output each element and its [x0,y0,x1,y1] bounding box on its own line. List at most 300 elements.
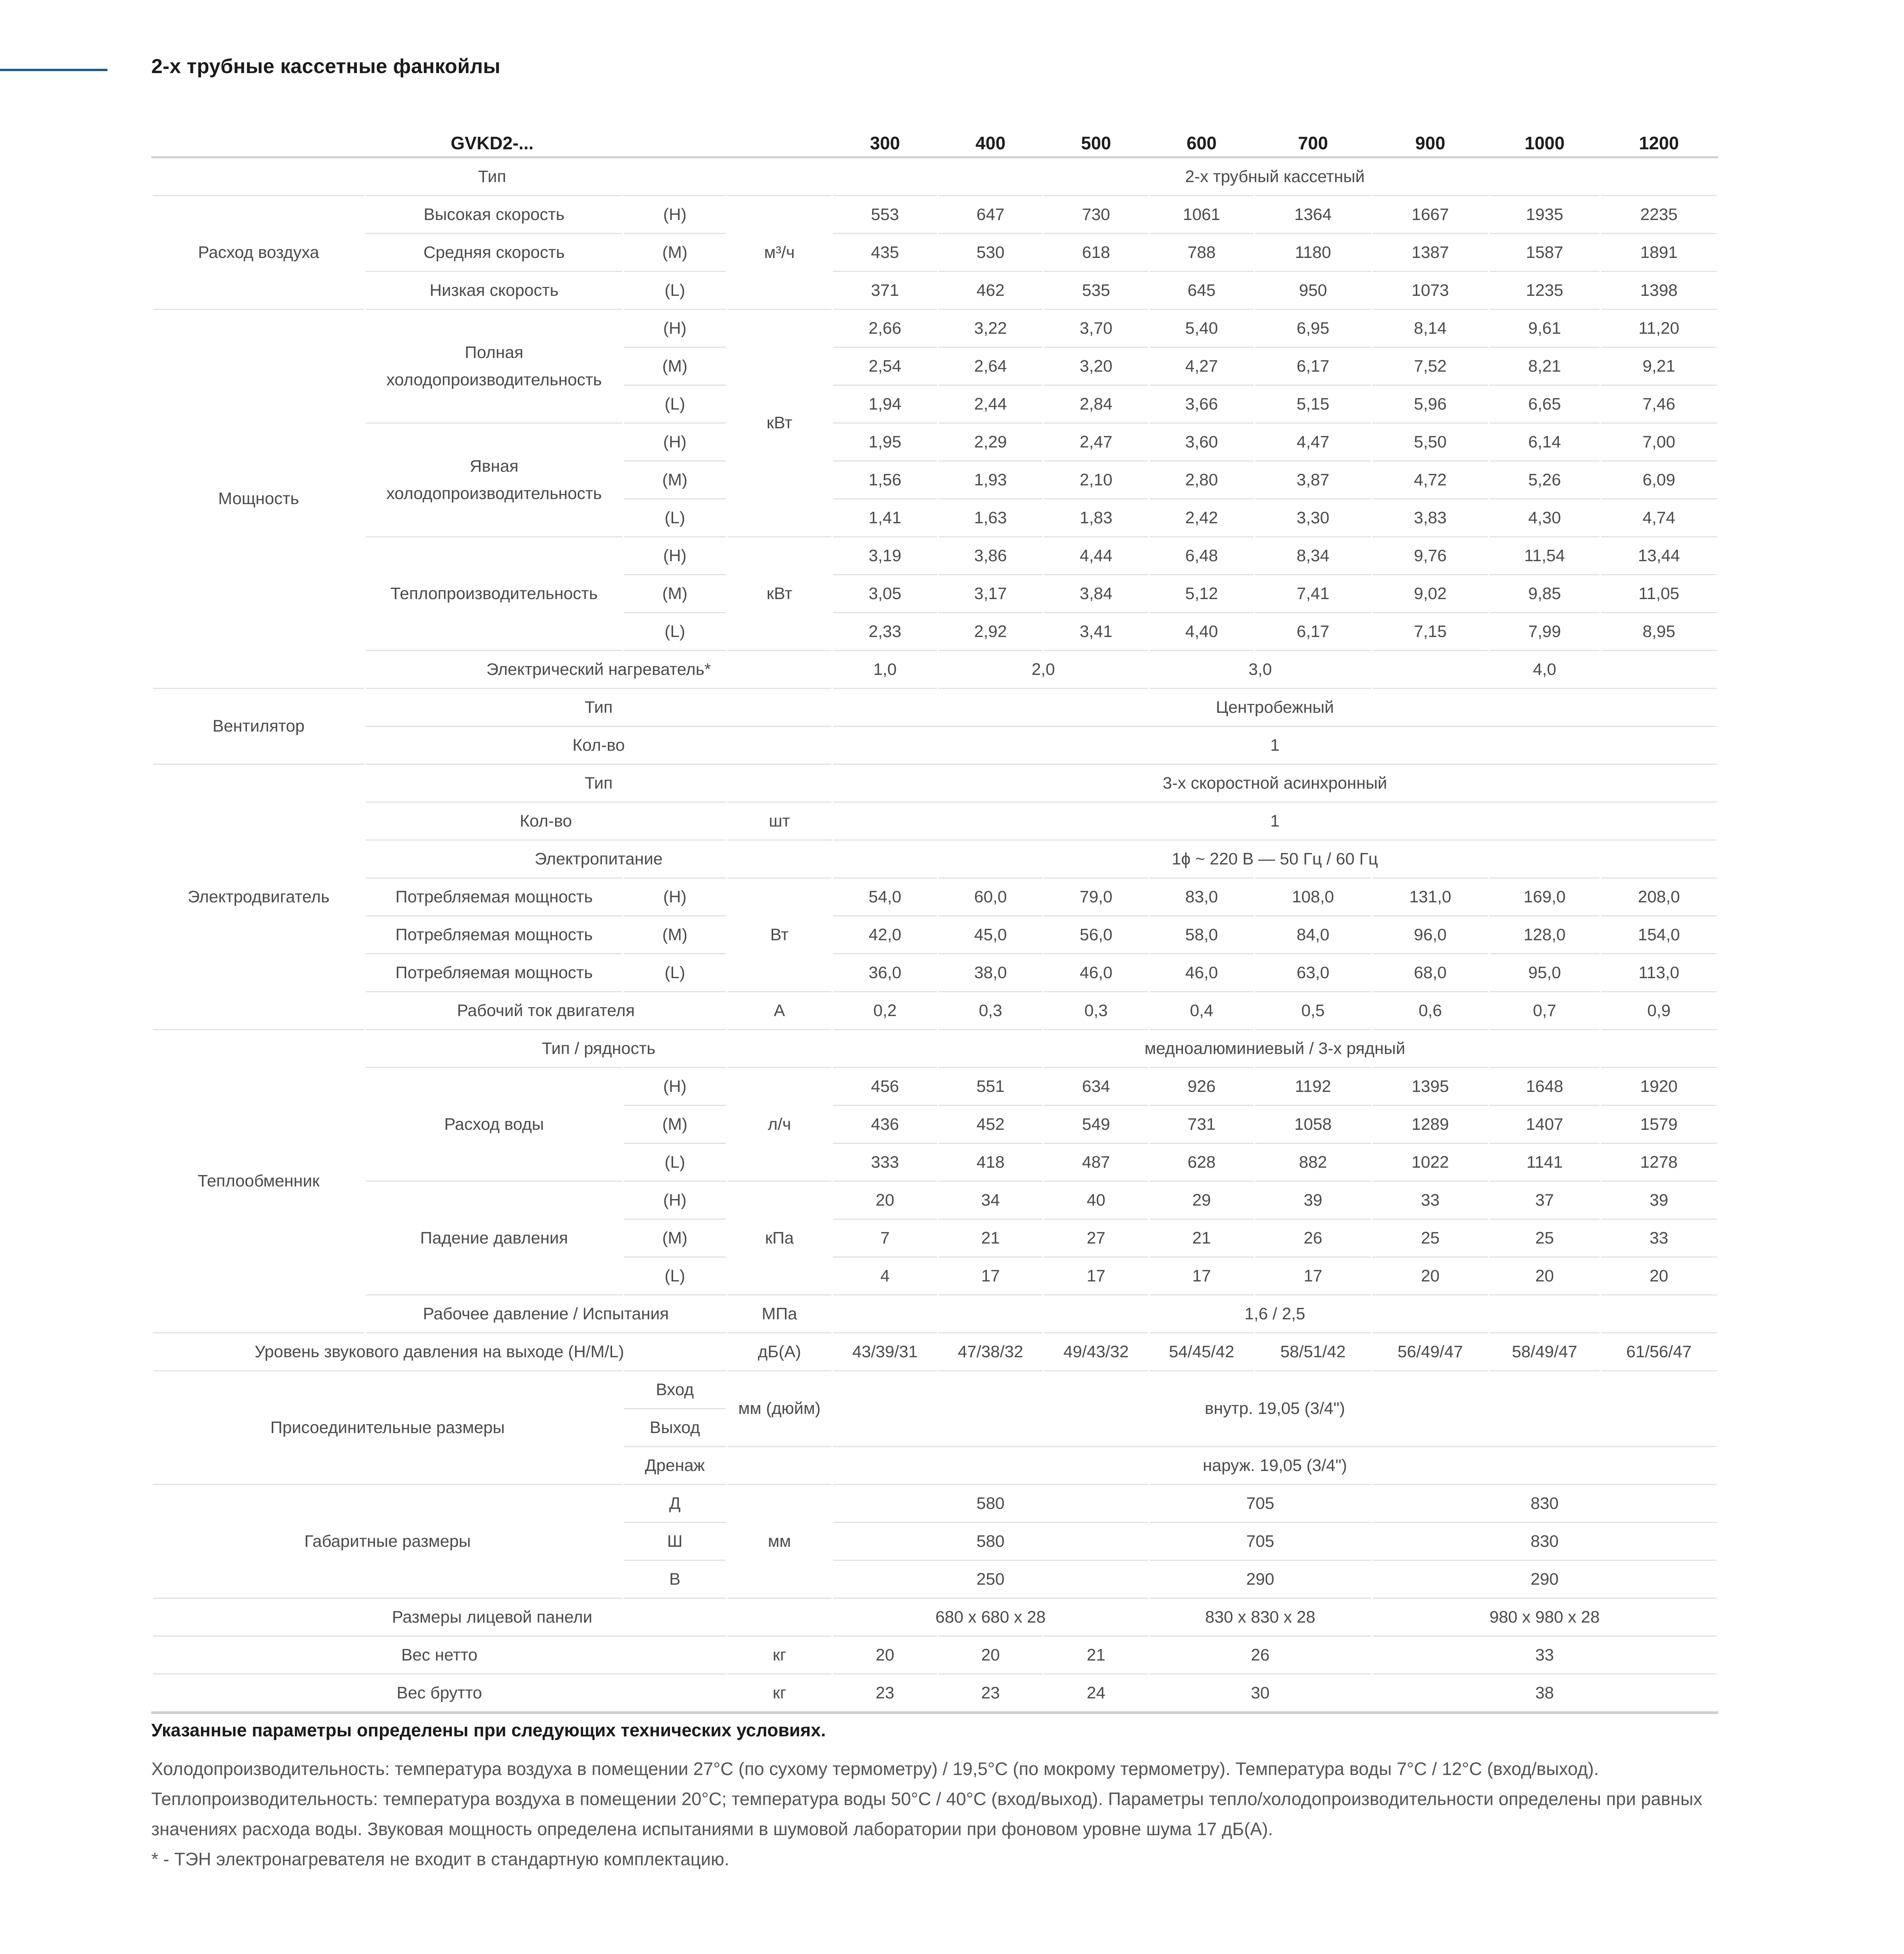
cell: 4,30 [1489,499,1600,537]
row-label: Уровень звукового давления на выходе (H/M/L) [152,1333,727,1371]
cell: 1058 [1254,1106,1372,1143]
cell: 5,12 [1149,575,1254,613]
total-cooling-label: Полная холодопроизводительность [365,310,623,423]
row-label: Средняя скорость [365,234,623,272]
cell: 290 [1372,1560,1718,1598]
cell: 169,0 [1489,878,1600,916]
cell: 54/45/42 [1149,1333,1254,1371]
cell: 2,42 [1149,499,1254,537]
cell: 108,0 [1254,878,1372,916]
heating-label: Теплопроизводительность [365,537,623,651]
mode-label: (H) [623,1181,727,1219]
cell: 5,50 [1372,423,1489,461]
cell: 131,0 [1372,878,1489,916]
cell: 154,0 [1600,916,1718,954]
row-label: Низкая скорость [365,272,623,310]
cell: 3,84 [1043,575,1149,613]
mode-label: (L) [623,385,727,423]
notes-title: Указанные параметры определены при следующих технических условиях. [151,1720,826,1740]
cell: 20 [832,1636,938,1674]
cell: 1579 [1600,1106,1718,1143]
cell: 2,47 [1043,423,1149,461]
cell: 56,0 [1043,916,1149,954]
cell: 1141 [1489,1143,1600,1181]
mode-label: Ш [623,1523,727,1560]
cell: 96,0 [1372,916,1489,954]
mode-label: (M) [623,916,727,954]
cell: 250 [832,1560,1149,1598]
row-label: Вес нетто [152,1636,727,1674]
mode-label: (M) [623,1106,727,1143]
heater-label: Электрический нагреватель* [365,651,832,689]
notes-footnote: * - ТЭН электронагревателя не входит в стандартную комплектацию. [151,1849,729,1869]
cell: наруж. 19,05 (3/4") [832,1447,1718,1485]
header-accent-line [0,69,107,71]
unit-label: А [727,992,832,1030]
table-row [152,689,1718,726]
unit-label: кг [727,1674,832,1713]
cell: 58,0 [1149,916,1254,954]
cell: 9,61 [1489,310,1600,347]
cell: 33 [1600,1219,1718,1257]
row-label: Высокая скорость [365,196,623,234]
cell: 9,76 [1372,537,1489,575]
row-label: Рабочее давление / Испытания [365,1295,727,1333]
cell: 2,92 [938,613,1043,651]
cell: внутр. 19,05 (3/4") [832,1371,1718,1447]
cell: 1061 [1149,196,1254,234]
cell: 6,14 [1489,423,1600,461]
cell: 1387 [1372,234,1489,272]
table-row [152,1030,1718,1068]
cell: 36,0 [832,954,938,992]
cell: 788 [1149,234,1254,272]
airflow-group-label: Расход воздуха [152,196,365,310]
cell: 1920 [1600,1068,1718,1106]
cell: 1235 [1489,272,1600,310]
cell: 3,70 [1043,310,1149,347]
power-unit: кВт [727,310,832,537]
cell: 7 [832,1219,938,1257]
table-row [152,1485,1718,1523]
cell: 83,0 [1149,878,1254,916]
cell: 63,0 [1254,954,1372,992]
mode-label: (H) [623,878,727,916]
row-label: Тип [365,689,832,726]
cell: 25 [1372,1219,1489,1257]
cell: 24 [1043,1674,1149,1713]
mode-label: (M) [623,234,727,272]
cell: 618 [1043,234,1149,272]
cell: 1395 [1372,1068,1489,1106]
mode-label: В [623,1560,727,1598]
size-header: 900 [1372,130,1489,157]
row-label: Кол-во [365,726,832,764]
size-header: 400 [938,130,1043,157]
cell: 0,9 [1600,992,1718,1030]
cell: 645 [1149,272,1254,310]
cell: 4 [832,1257,938,1295]
size-header: 700 [1254,130,1372,157]
cell: 58/51/42 [1254,1333,1372,1371]
cell: 530 [938,234,1043,272]
cell: 20 [1600,1257,1718,1295]
cell: 49/43/32 [1043,1333,1149,1371]
cell: 27 [1043,1219,1149,1257]
cell: 1364 [1254,196,1372,234]
cell: 8,95 [1600,613,1718,651]
cell: 3,17 [938,575,1043,613]
cell: 0,5 [1254,992,1372,1030]
cell: 1398 [1600,272,1718,310]
cell: 3,86 [938,537,1043,575]
table-row [152,1371,1718,1409]
notes-section [151,1720,1717,1874]
cell: 33 [1372,1636,1718,1674]
unit-label: мм [727,1485,832,1598]
table-row [152,196,1718,234]
cell: 6,95 [1254,310,1372,347]
cell: 9,85 [1489,575,1600,613]
table-row [152,1636,1718,1674]
cell: 1,95 [832,423,938,461]
cell: 1ϕ ~ 220 В — 50 Гц / 60 Гц [832,840,1718,878]
cell: 551 [938,1068,1043,1106]
cell: 0,2 [832,992,938,1030]
mode-label: (H) [623,196,727,234]
cell: медноалюминиевый / 3-х рядный [832,1030,1718,1068]
cell: 7,46 [1600,385,1718,423]
cell: 0,4 [1149,992,1254,1030]
row-label: Вес брутто [152,1674,727,1713]
cell: 40 [1043,1181,1149,1219]
cell: 3,41 [1043,613,1149,651]
table-row [152,878,1718,916]
table-row [152,916,1718,954]
cell: 333 [832,1143,938,1181]
cell: 7,41 [1254,575,1372,613]
cell: 2,84 [1043,385,1149,423]
table-row [152,272,1718,310]
cell: 549 [1043,1106,1149,1143]
cell: 68,0 [1372,954,1489,992]
cell: 1278 [1600,1143,1718,1181]
cell: 371 [832,272,938,310]
cell: 17 [1254,1257,1372,1295]
cell: 2,0 [938,651,1149,689]
mode-label: (H) [623,310,727,347]
row-label: Потребляемая мощность [365,878,623,916]
table-row [152,840,1718,878]
cell: 29 [1149,1181,1254,1219]
cell: 47/38/32 [938,1333,1043,1371]
table-row [152,726,1718,764]
cell: 830 [1372,1485,1718,1523]
size-header: 1000 [1489,130,1600,157]
cell: 4,44 [1043,537,1149,575]
cell: 113,0 [1600,954,1718,992]
cell: 26 [1149,1636,1372,1674]
cell: 5,96 [1372,385,1489,423]
cell: 830 [1372,1523,1718,1560]
row-label: Тип [365,764,832,802]
cell: 1,94 [832,385,938,423]
cell: 34 [938,1181,1043,1219]
airflow-unit: м³/ч [727,196,832,310]
table-row [152,992,1718,1030]
table-row [152,764,1718,802]
cell: 535 [1043,272,1149,310]
row-label: Электропитание [365,840,832,878]
size-header: 500 [1043,130,1149,157]
cell: 0,3 [1043,992,1149,1030]
cell: 9,21 [1600,347,1718,385]
cell: 1667 [1372,196,1489,234]
mode-label: (M) [623,461,727,499]
cell: 553 [832,196,938,234]
mode-label: (H) [623,423,727,461]
cell: 3,20 [1043,347,1149,385]
cell: 4,72 [1372,461,1489,499]
cell: 882 [1254,1143,1372,1181]
cell: 3,87 [1254,461,1372,499]
table-row [152,537,1718,575]
mode-label: (M) [623,575,727,613]
cell: 4,27 [1149,347,1254,385]
dimensions-label: Габаритные размеры [152,1485,623,1598]
cell: 3,0 [1149,651,1372,689]
cell: 58/49/47 [1489,1333,1600,1371]
cell: 6,48 [1149,537,1254,575]
cell: 2,44 [938,385,1043,423]
unit-label: л/ч [727,1068,832,1181]
cell: 830 x 830 x 28 [1149,1598,1372,1636]
cell: 4,0 [1372,651,1718,689]
mode-label: (L) [623,1143,727,1181]
cell: 3,05 [832,575,938,613]
cell: 17 [938,1257,1043,1295]
pressure-drop-label: Падение давления [365,1181,623,1295]
cell: 38,0 [938,954,1043,992]
cell: 1,93 [938,461,1043,499]
cell: 2,64 [938,347,1043,385]
cell: 20 [938,1636,1043,1674]
table-row [152,954,1718,992]
cell: 731 [1149,1106,1254,1143]
mode-label: (M) [623,1219,727,1257]
cell: 1648 [1489,1068,1600,1106]
cell: 456 [832,1068,938,1106]
table-row [152,1333,1718,1371]
row-label: Потребляемая мощность [365,954,623,992]
cell: 8,21 [1489,347,1600,385]
mode-label: (L) [623,613,727,651]
cell: 46,0 [1043,954,1149,992]
mode-label: (H) [623,1068,727,1106]
mode-label: (M) [623,347,727,385]
cell: 580 [832,1485,1149,1523]
cell: 4,40 [1149,613,1254,651]
fan-group-label: Вентилятор [152,689,365,764]
cell: 21 [1149,1219,1254,1257]
cell: 1,41 [832,499,938,537]
table-header-row [152,130,1718,157]
cell: 2,54 [832,347,938,385]
cell: 37 [1489,1181,1600,1219]
row-label: Размеры лицевой панели [152,1598,832,1636]
cell: 6,65 [1489,385,1600,423]
cell: 23 [832,1674,938,1713]
size-header: 1200 [1600,130,1718,157]
cell: 647 [938,196,1043,234]
cell: 680 x 680 x 28 [832,1598,1149,1636]
cell: 1935 [1489,196,1600,234]
table-row [152,310,1718,347]
notes-text: Холодопроизводительность: температура воздуха в помещении 27°C (по сухому термометру) / 19,5°C (по мокрому термометру). Температура воды 7°C / 12°C (вход/выход). Теплопроизводительность: температура воздуха в помещении 20°C; температура воды 50°C / 40°C (вход/выход). Параметры тепло/холодопроизводительности определены при равных значениях расхода воды. Звуковая мощность определена испытаниями в шумовой лаборатории при фоновом уровне шума 17 дБ(А). [151,1759,1702,1839]
row-label: Кол-во [365,802,727,840]
motor-group-label: Электродвигатель [152,764,365,1030]
type-label: Тип [152,157,832,196]
mode-label: Д [623,1485,727,1523]
cell: 54,0 [832,878,938,916]
cell: 11,20 [1600,310,1718,347]
table-row [152,1181,1718,1219]
cell: 452 [938,1106,1043,1143]
cell: 60,0 [938,878,1043,916]
cell: 17 [1149,1257,1254,1295]
cell: 1022 [1372,1143,1489,1181]
mode-label: (H) [623,537,727,575]
cell: 2235 [1600,196,1718,234]
cell: 79,0 [1043,878,1149,916]
table-row [152,1068,1718,1106]
cell: 128,0 [1489,916,1600,954]
cell: 3,22 [938,310,1043,347]
cell: 1407 [1489,1106,1600,1143]
row-label: Тип / рядность [365,1030,832,1068]
unit-label: кг [727,1636,832,1674]
cell: 4,74 [1600,499,1718,537]
cell: 6,17 [1254,613,1372,651]
cell: 20 [1489,1257,1600,1295]
cell: 17 [1043,1257,1149,1295]
cell: 7,99 [1489,613,1600,651]
cell: 39 [1254,1181,1372,1219]
cell: 435 [832,234,938,272]
cell: 8,34 [1254,537,1372,575]
mode-label: Дренаж [623,1447,727,1485]
power-group-label: Мощность [152,310,365,689]
cell: 0,6 [1372,992,1489,1030]
unit-label: мм (дюйм) [727,1371,832,1447]
cell: 46,0 [1149,954,1254,992]
mode-label: (L) [623,954,727,992]
cell: 3,60 [1149,423,1254,461]
cell: 5,26 [1489,461,1600,499]
cell: 39 [1600,1181,1718,1219]
cell: 61/56/47 [1600,1333,1718,1371]
unit-label: шт [727,802,832,840]
exchanger-group-label: Теплообменник [152,1030,365,1333]
table-row [152,1674,1718,1713]
cell: 0,3 [938,992,1043,1030]
table-row [152,802,1718,840]
connections-label: Присоединительные размеры [152,1371,623,1485]
cell: 5,15 [1254,385,1372,423]
cell: 23 [938,1674,1043,1713]
row-label: Рабочий ток двигателя [365,992,727,1030]
cell: 7,15 [1372,613,1489,651]
cell: 21 [1043,1636,1149,1674]
mode-label: (L) [623,499,727,537]
cell: 2,80 [1149,461,1254,499]
cell: 33 [1372,1181,1489,1219]
cell: 1,83 [1043,499,1149,537]
cell: 42,0 [832,916,938,954]
cell: 3,30 [1254,499,1372,537]
cell: 1 [832,726,1718,764]
cell: 2,29 [938,423,1043,461]
cell: 21 [938,1219,1043,1257]
cell: 7,00 [1600,423,1718,461]
cell: Центробежный [832,689,1718,726]
cell: 2,66 [832,310,938,347]
mode-label: Выход [623,1409,727,1447]
cell: 0,7 [1489,992,1600,1030]
cell: 7,52 [1372,347,1489,385]
cell: 1192 [1254,1068,1372,1106]
cell: 30 [1149,1674,1372,1713]
cell: 56/49/47 [1372,1333,1489,1371]
cell: 4,47 [1254,423,1372,461]
table-row [152,1598,1718,1636]
mode-label: (L) [623,272,727,310]
table-row [152,423,1718,461]
cell: 26 [1254,1219,1372,1257]
unit-label: Вт [727,878,832,992]
cell: 25 [1489,1219,1600,1257]
cell: 418 [938,1143,1043,1181]
heating-unit: кВт [727,537,832,651]
water-flow-label: Расход воды [365,1068,623,1181]
table-row [152,157,1718,196]
cell: 950 [1254,272,1372,310]
cell: 705 [1149,1523,1372,1560]
table-row [152,1295,1718,1333]
cell: 3,66 [1149,385,1254,423]
cell: 20 [832,1181,938,1219]
cell: 1180 [1254,234,1372,272]
cell: 38 [1372,1674,1718,1713]
model-header: GVKD2-... [152,130,832,157]
cell: 1,6 / 2,5 [832,1295,1718,1333]
page-title: 2-х трубные кассетные фанкойлы [151,55,501,78]
unit-label: кПа [727,1181,832,1295]
cell: 6,17 [1254,347,1372,385]
size-header: 300 [832,130,938,157]
cell: 290 [1149,1560,1372,1598]
cell: 462 [938,272,1043,310]
cell: 1,63 [938,499,1043,537]
unit-label: дБ(А) [727,1333,832,1371]
cell: 580 [832,1523,1149,1560]
cell: 1,0 [832,651,938,689]
mode-label: (L) [623,1257,727,1295]
cell: 8,14 [1372,310,1489,347]
cell: 1073 [1372,272,1489,310]
cell: 13,44 [1600,537,1718,575]
cell: 705 [1149,1485,1372,1523]
